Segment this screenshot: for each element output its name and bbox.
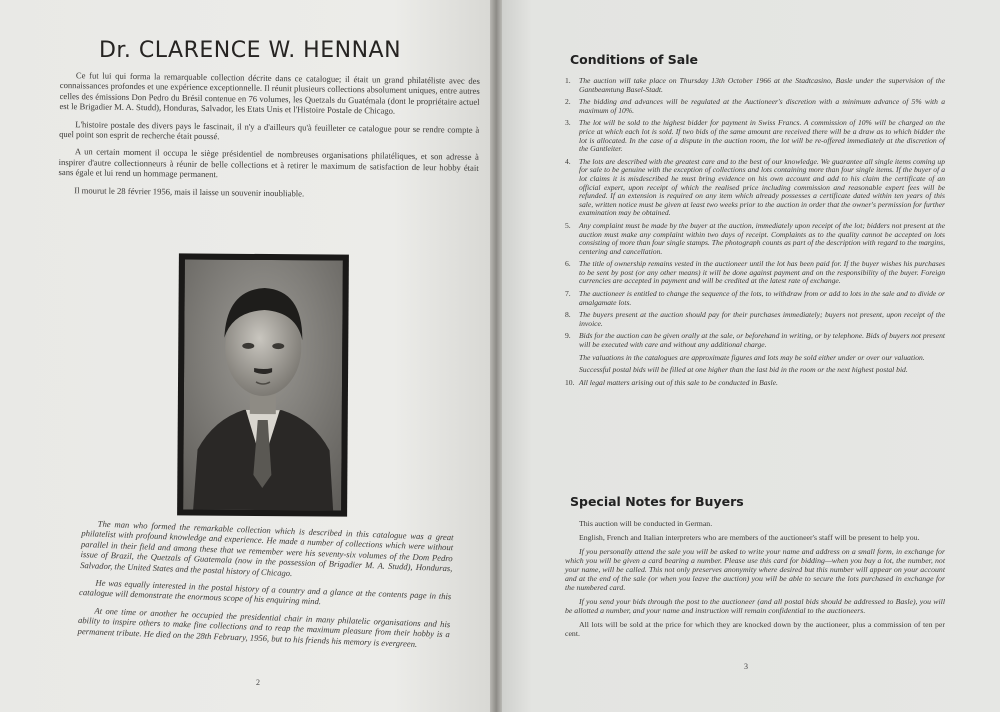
condition-text: All legal matters arising out of this sale to be conducted in Basle. (579, 377, 778, 387)
condition-number: 5. (565, 220, 571, 230)
special-paragraph: This auction will be conducted in German. (579, 519, 713, 528)
english-paragraph: The man who formed the remarkable collection which is described in this catalogue was a great philatelist with profound knowledge and experience. He made a number of collections which were without parallel in their field and among these that we remember were his seventy-six volumes of the Dom Pedro issue of Brazil, the Quetzals of Guatemala (now in the possession of Brigadier M. A. Studd), Honduras, Salvador, the United States and the postal history of Chicago. (80, 518, 454, 578)
special-notes-section (565, 494, 945, 643)
english-paragraph: He was equally interested in the postal history of a country and a glance at the contents page in this catalogue will demonstrate the enormous scope of his enquiring mind. (78, 577, 452, 607)
page-number: 3 (744, 662, 748, 671)
special-paragraph: If you send your bids through the post to the auctioneer (and all postal bids should be addressed to Basle), you will be allotted a number, and your name and instruction will remain confidential to the auctioneers. (565, 597, 945, 615)
french-paragraph: A un certain moment il occupa le siège présidentiel de nombreuses organisations philatéliques, et son adresse à inspirer d'autre collectionneurs à réunir de belle collections et à retirer le maximum de satisfaction de leur hobby était sans égale et lui rend un hommage permanent. (58, 146, 479, 180)
special-paragraph: If you personally attend the sale you will be asked to write your name and address on a small form, in exchange for which you will be given a card bearing a number. Please use this card for bidding—when you buy a lot, the number, not your name, will be called. This not only preserves anonymity where desired but this number will appear on your account and at the end of the sale (or when you leave the auction) you will be able to secure the lots purchased in exchange for the numbered card. (565, 547, 945, 592)
condition-text: The auctioneer is entitled to change the sequence of the lots, to withdraw from or add to lots in the sale and to divide or amalgamate lots. (579, 289, 945, 307)
page-title: Dr. CLARENCE W. HENNAN (98, 38, 402, 63)
french-paragraph: Ce fut lui qui forma la remarquable collection décrite dans ce catalogue; il était un grand philatéliste avec des connaissances profondes et une expérience exceptionnelle. Il réunit plusieurs collections absolument uniques, entre autres celles des émissions Don Pedro du Brésil contenue en 76 volumes, les Quetzals du Guatémala (dont le propriétaire actuel est le Brigadier M. A. Studd), Honduras, Salvador, les Etats Unis et l'Histoire Postale de Chicago. (59, 70, 480, 116)
condition-item (565, 98, 945, 115)
conditions-section (565, 52, 945, 391)
condition-note: The valuations in the catalogues are approximate figures and lots may be sold either under or over our valuation. (579, 352, 925, 362)
condition-item (565, 222, 945, 256)
condition-text: The buyers present at the auction should pay for their purchases immediately; buyers not present, upon receipt of the invoice. (579, 310, 945, 328)
condition-item (565, 290, 945, 307)
condition-item (565, 379, 945, 388)
special-notes-text (565, 519, 945, 638)
condition-number: 2. (565, 97, 571, 107)
condition-item (565, 77, 945, 94)
condition-item (565, 158, 945, 218)
condition-number: 7. (565, 289, 571, 299)
condition-number: 4. (565, 156, 571, 166)
french-paragraph: L'histoire postale des divers pays le fascinait, il n'y a d'ailleurs qu'à feuilleter ce catalogue pour se rendre compte à quel point son esprit de recherche était poussé. (59, 118, 480, 142)
condition-item (565, 260, 945, 286)
french-text (58, 70, 480, 208)
condition-text: Any complaint must be made by the buyer at the auction, immediately upon receipt of the lot; bidders not present at the auction must make any complaint within two days of receipt. Complaints as to the quality cannot be accepted on lots consisting of more than four single stamps. The photograph counts as part of the description with regard to the margins, centering and cancellation. (579, 220, 945, 256)
condition-item (565, 119, 945, 153)
special-paragraph: All lots will be sold at the price for which they are knocked down by the auctioneer, plus a commission of ten per cent. (565, 620, 945, 638)
french-paragraph: Il mourut le 28 février 1956, mais il laisse un souvenir inoubliable. (74, 184, 305, 199)
conditions-heading: Conditions of Sale (570, 52, 699, 67)
condition-text: The lots are described with the greatest care and to the best of our knowledge. We guarantee all single items coming up for sale to be genuine with the exception of collections and lots containing more than four single items. If the buyer of a lot claims it is misdescribed he must bring evidence on his own account and add to his claim the certificate of an official expert, upon receipt of which the realised price including commission and reasonable expert fees will be refunded. If an extension is required on any item which already possesses a certificate dated within ten years of this sale, written notice must be given at least two weeks prior to the auction in order that the owner's permission for further examination may be obtained. (579, 156, 945, 218)
special-paragraph: English, French and Italian interpreters who are members of the auctioneer's staff will be present to help you. (579, 533, 920, 542)
condition-text: Bids for the auction can be given orally at the sale, or beforehand in writing, or by telephone. Bids of buyers not present will be executed with care and without any additional charge. (579, 331, 945, 350)
portrait-illustration (183, 259, 343, 510)
condition-text: The lot will be sold to the highest bidder for payment in Swiss Francs. A commission of 10% will be charged on the price at which each lot is sold. If two bids of the same amount are received there will be a draw as to which bidder the lot is allocated. In the case of a dispute in the auction room, the lot will be re-offered immediately at the discretion of the Gantleiter. (579, 118, 945, 154)
condition-item (565, 311, 945, 328)
condition-text: The bidding and advances will be regulated at the Auctioneer's discretion with a minimum advance of 5% with a maximum of 10%. (579, 97, 945, 115)
condition-number: 1. (565, 76, 571, 85)
condition-note: Successful postal bids will be filled at one higher than the last bid in the room or the next highest postal bid. (579, 365, 908, 375)
condition-number: 3. (565, 118, 571, 128)
english-text (77, 518, 454, 657)
condition-number: 8. (565, 310, 571, 320)
special-notes-heading: Special Notes for Buyers (570, 494, 744, 509)
english-paragraph: At one time or another he occupied the presidential chair in many philatelic organisations and his ability to inspire others to make fine collections and to reap the maximum pleasure from their hobby is a permanent tribute. He died on the 28th February, 1956, but to his friends his memory is evergreen. (77, 605, 451, 649)
condition-text: The title of ownership remains vested in the auctioneer until the lot has been paid for. If the buyer wishes his purchases to be sent by post (or any other means) it will be done against payment and on the responsibility of the buyer. Foreign currencies are accepted in payment and will be credited at the latest rate of exchange. (579, 259, 945, 286)
left-page (0, 0, 492, 712)
portrait-photo (177, 253, 349, 516)
condition-number: 6. (565, 259, 571, 269)
condition-item (565, 332, 945, 349)
conditions-list (565, 77, 945, 387)
condition-text: The auction will take place on Thursday 13th October 1966 at the Stadtcasino, Basle under the supervision of the Gantbeamtung Basel-Stadt. (579, 76, 945, 94)
condition-number: 9. (565, 331, 571, 341)
page-number: 2 (256, 678, 260, 687)
condition-number: 10. (565, 377, 575, 387)
